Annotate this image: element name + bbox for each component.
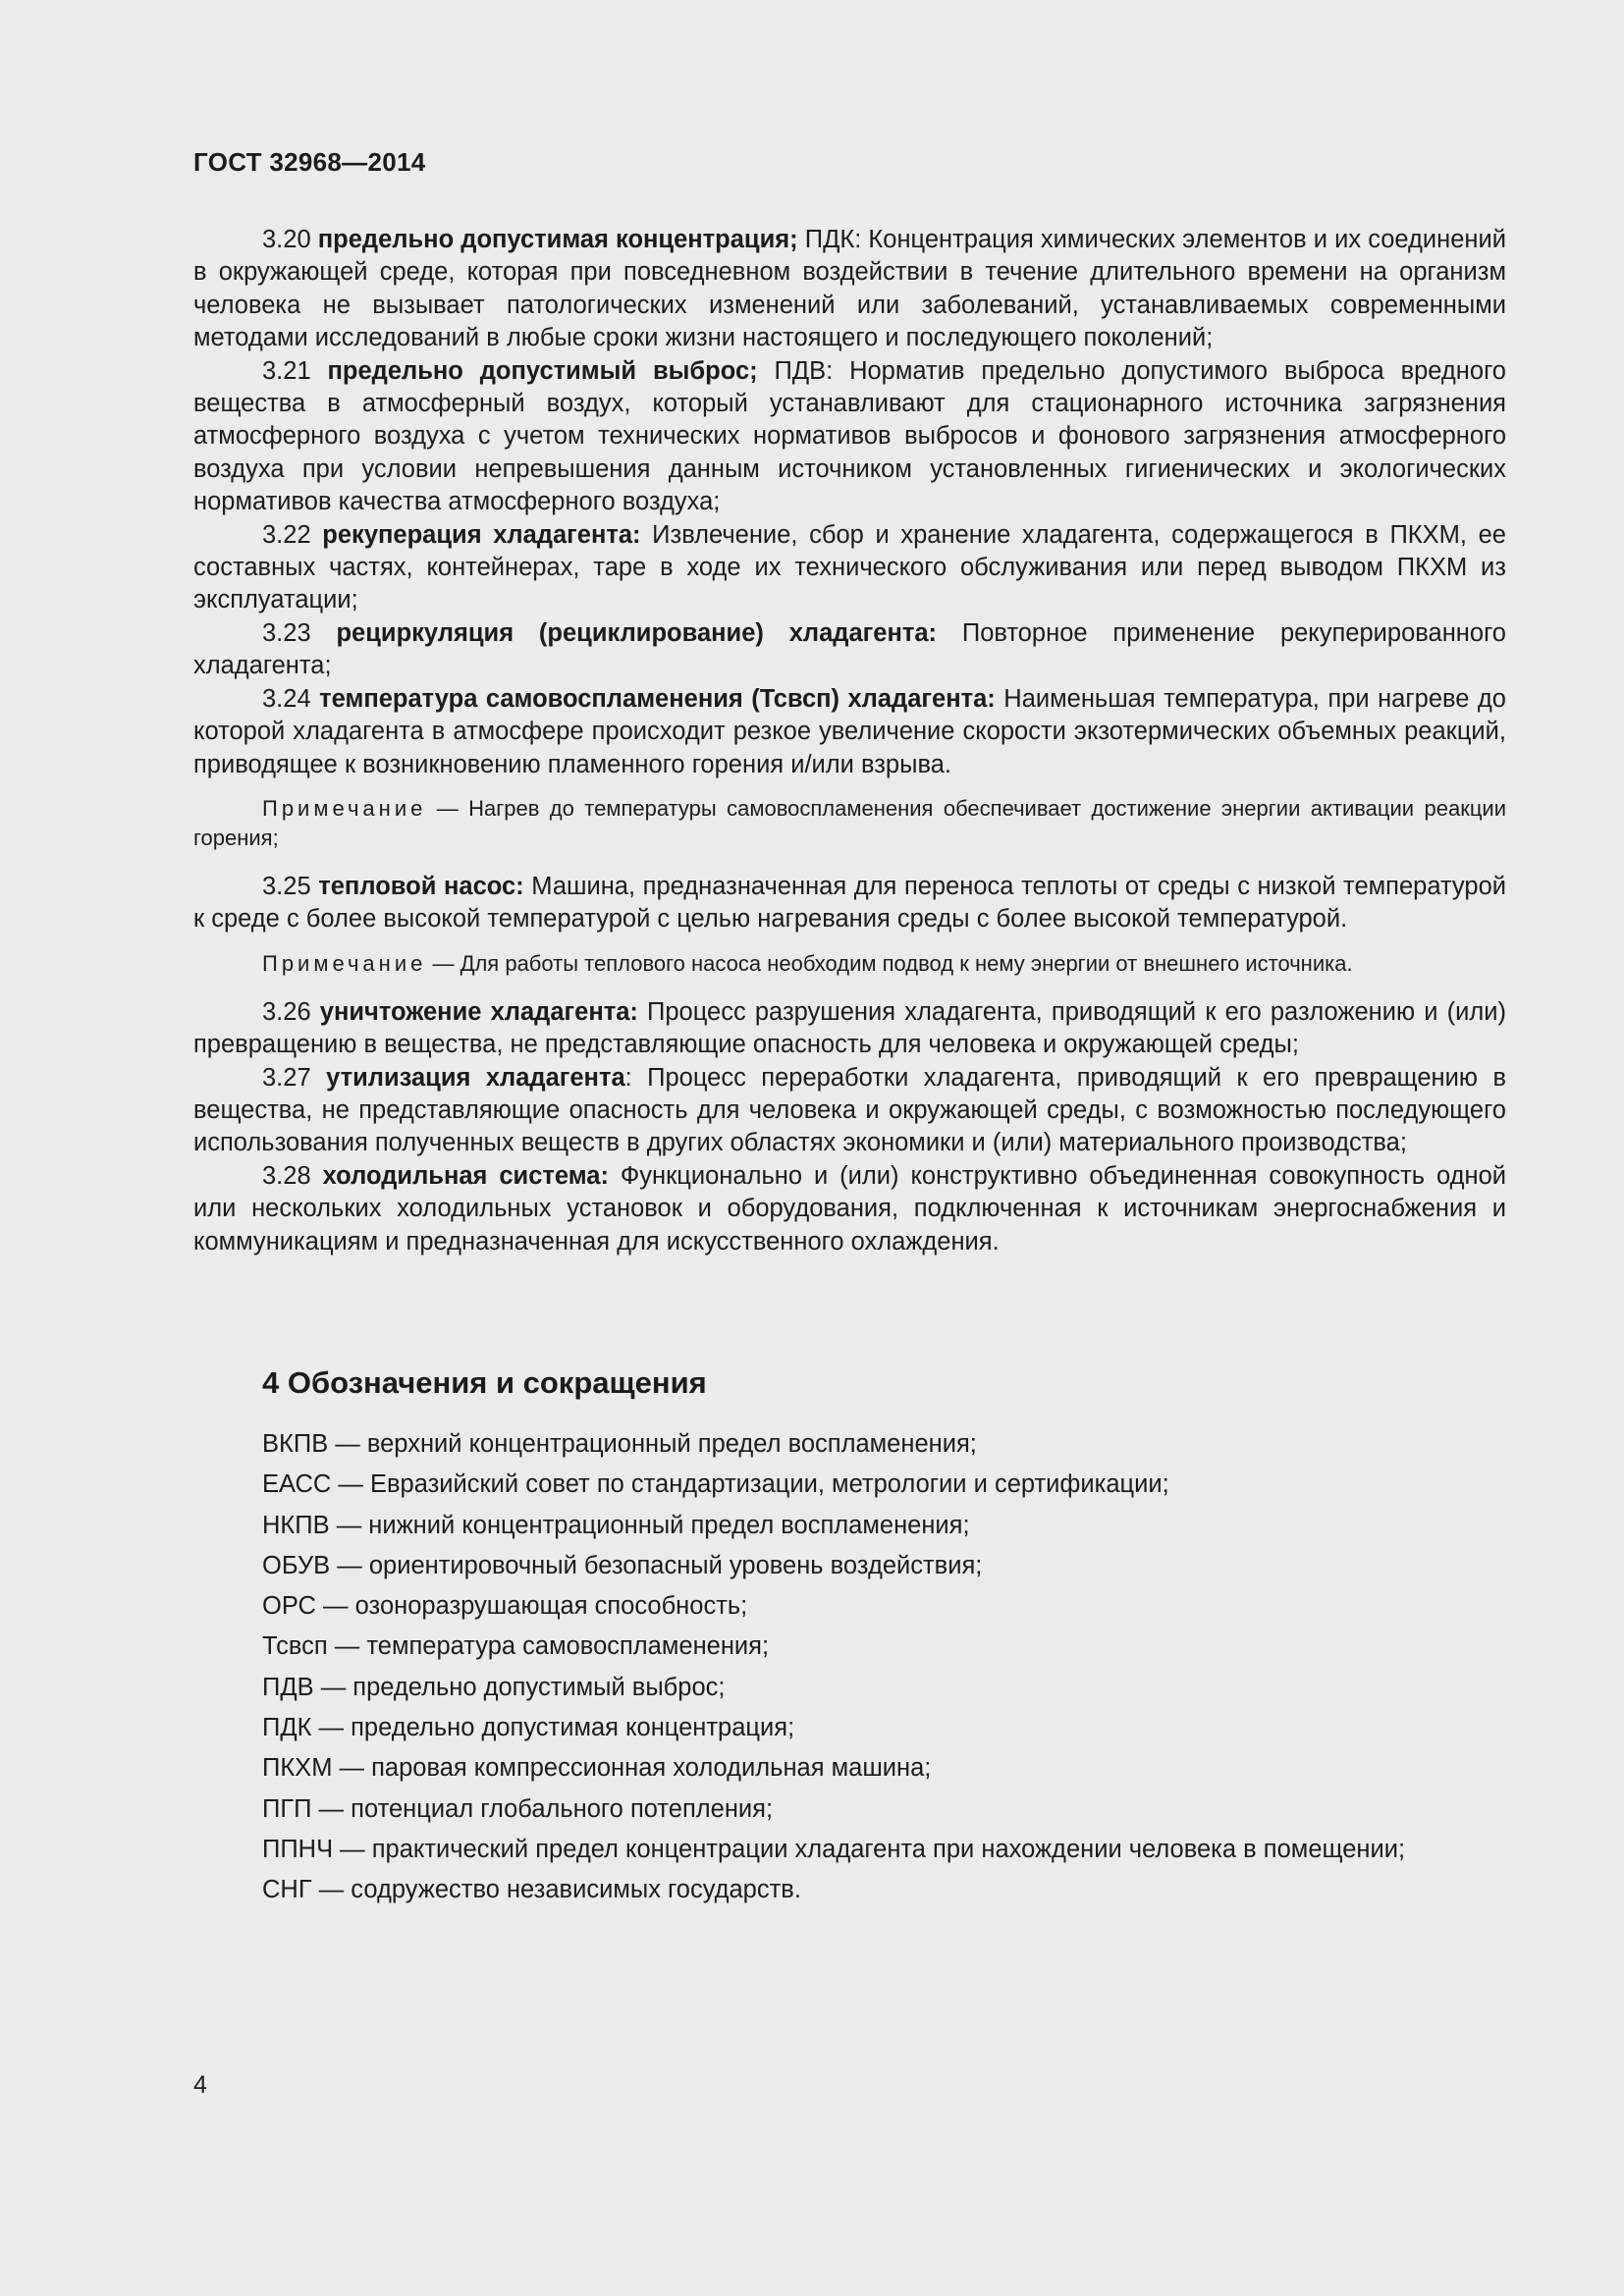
definition-term: рециркуляция (рециклирование) хладагента: bbox=[336, 618, 938, 647]
list-item: ПДВ — предельно допустимый выброс; bbox=[262, 1673, 726, 1701]
definition-3-24 bbox=[193, 683, 1506, 781]
note-3-25 bbox=[193, 949, 1506, 979]
definition-term: тепловой насос: bbox=[318, 872, 524, 900]
definition-number: 3.28 bbox=[262, 1161, 311, 1190]
definitions-block bbox=[193, 224, 1506, 1258]
definition-term: утилизация хладагента bbox=[326, 1063, 625, 1092]
definition-3-23 bbox=[193, 617, 1506, 683]
document-header: ГОСТ 32968—2014 bbox=[193, 147, 426, 177]
definition-term: холодильная система: bbox=[322, 1161, 609, 1190]
list-item: ПГП — потенциал глобального потепления; bbox=[262, 1794, 774, 1823]
definition-text: Функционально и (или) конструктивно объединенная совокупность одной или нескольких холодильных установок и оборудования, подключенная к источникам энергоснабжения и коммуникациям и предназначенная для искусственного охлаждения. bbox=[193, 1161, 1506, 1255]
list-item: ЕАСС — Евразийский совет по стандартизации, метрологии и сертификации; bbox=[262, 1470, 1169, 1499]
list-item: НКПВ — нижний концентрационный предел воспламенения; bbox=[262, 1511, 970, 1539]
definition-3-21 bbox=[193, 355, 1506, 519]
definition-3-27 bbox=[193, 1062, 1506, 1160]
definition-text: : Процесс переработки хладагента, приводящий к его превращению в вещества, не представляющие опасность для человека и окружающей среды, с возможностью последующего использования полученных веществ в других областях экономики и (или) материального производства; bbox=[193, 1063, 1506, 1157]
list-item: ОБУВ — ориентировочный безопасный уровень воздействия; bbox=[262, 1551, 983, 1579]
definition-3-20 bbox=[193, 224, 1506, 355]
list-item: ПКХМ — паровая компрессионная холодильная машина; bbox=[262, 1754, 932, 1783]
definition-number: 3.27 bbox=[262, 1063, 311, 1092]
definition-text: ПДК: Концентрация химических элементов и их соединений в окружающей среде, которая при повседневном воздействии в течение длительного времени на организм человека не вызывает патологических изменений или заболеваний, устанавливаемых современными методами исследований в любые сроки жизни настоящего и последующего поколений; bbox=[193, 226, 1506, 352]
definition-text: Извлечение, сбор и хранение хладагента, содержащегося в ПКХМ, ее составных частях, контейнерах, таре в ходе их технического обслуживания или перед выводом ПКХМ из эксплуатации; bbox=[193, 520, 1506, 614]
note-3-24 bbox=[193, 794, 1506, 853]
definition-number: 3.20 bbox=[262, 226, 311, 253]
definition-number: 3.24 bbox=[262, 684, 311, 713]
list-item: СНГ — содружество независимых государств. bbox=[262, 1876, 801, 1904]
definition-term: уничтожение хладагента: bbox=[319, 997, 638, 1026]
page-number: 4 bbox=[193, 2071, 207, 2099]
definition-text: Процесс разрушения хладагента, приводящий к его разложению и (или) превращению в вещества, не представляющие опасность для человека и окружающей среды; bbox=[193, 997, 1506, 1059]
definition-text: ПДВ: Норматив предельно допустимого выброса вредного вещества в атмосферный воздух, который устанавливают для стационарного источника загрязнения атмосферного воздуха с учетом технических нормативов выбросов и фонового загрязнения атмосферного воздуха при условии непревышения данным источником установленных гигиенических и экологических нормативов качества атмосферного воздуха; bbox=[193, 356, 1506, 516]
definition-term: предельно допустимая концентрация; bbox=[317, 226, 798, 253]
definition-number: 3.21 bbox=[262, 356, 311, 385]
definition-term: температура самовоспламенения (Тсвсп) хладагента: bbox=[319, 684, 996, 713]
definition-number: 3.26 bbox=[262, 997, 311, 1026]
note-text: — Для работы теплового насоса необходим подвод к нему энергии от внешнего источника. bbox=[426, 950, 1353, 976]
definition-number: 3.22 bbox=[262, 520, 311, 549]
definition-text: Повторное применение рекуперированного хладагента; bbox=[193, 618, 1506, 680]
definition-number: 3.23 bbox=[262, 618, 311, 647]
definition-text: Машина, предназначенная для переноса теплоты от среды с низкой температурой к среде с более высокой температурой с целью нагревания среды с более высокой температурой. bbox=[193, 872, 1506, 934]
definition-term: предельно допустимый выброс; bbox=[327, 356, 758, 385]
section-title: 4 Обозначения и сокращения bbox=[262, 1365, 707, 1400]
definition-text: Наименьшая температура, при нагреве до которой хладагента в атмосфере происходит резкое увеличение скорости экзотермических объемных реакций, приводящее к возникновению пламенного горения и/или взрыва. bbox=[193, 684, 1506, 778]
list-item: ПДК — предельно допустимая концентрация; bbox=[262, 1714, 795, 1742]
list-item: Тсвсп — температура самовоспламенения; bbox=[262, 1632, 770, 1661]
definition-number: 3.25 bbox=[262, 872, 311, 900]
abbreviations-list bbox=[262, 1424, 1539, 1911]
definition-3-25 bbox=[193, 871, 1506, 936]
note-text: — Нагрев до температуры самовоспламенения обеспечивает достижение энергии активации реакции горения; bbox=[193, 795, 1506, 850]
list-item: ВКПВ — верхний концентрационный предел воспламенения; bbox=[262, 1430, 977, 1458]
list-item: ОРС — озоноразрушающая способность; bbox=[262, 1592, 748, 1621]
list-item: ППНЧ — практический предел концентрации хладагента при нахождении человека в помещении; bbox=[262, 1835, 1406, 1863]
definition-3-28 bbox=[193, 1160, 1506, 1258]
note-label: Примечание bbox=[262, 795, 427, 821]
definition-term: рекуперация хладагента: bbox=[322, 520, 641, 549]
note-label: Примечание bbox=[262, 950, 427, 976]
definition-3-22 bbox=[193, 519, 1506, 617]
definition-3-26 bbox=[193, 996, 1506, 1062]
